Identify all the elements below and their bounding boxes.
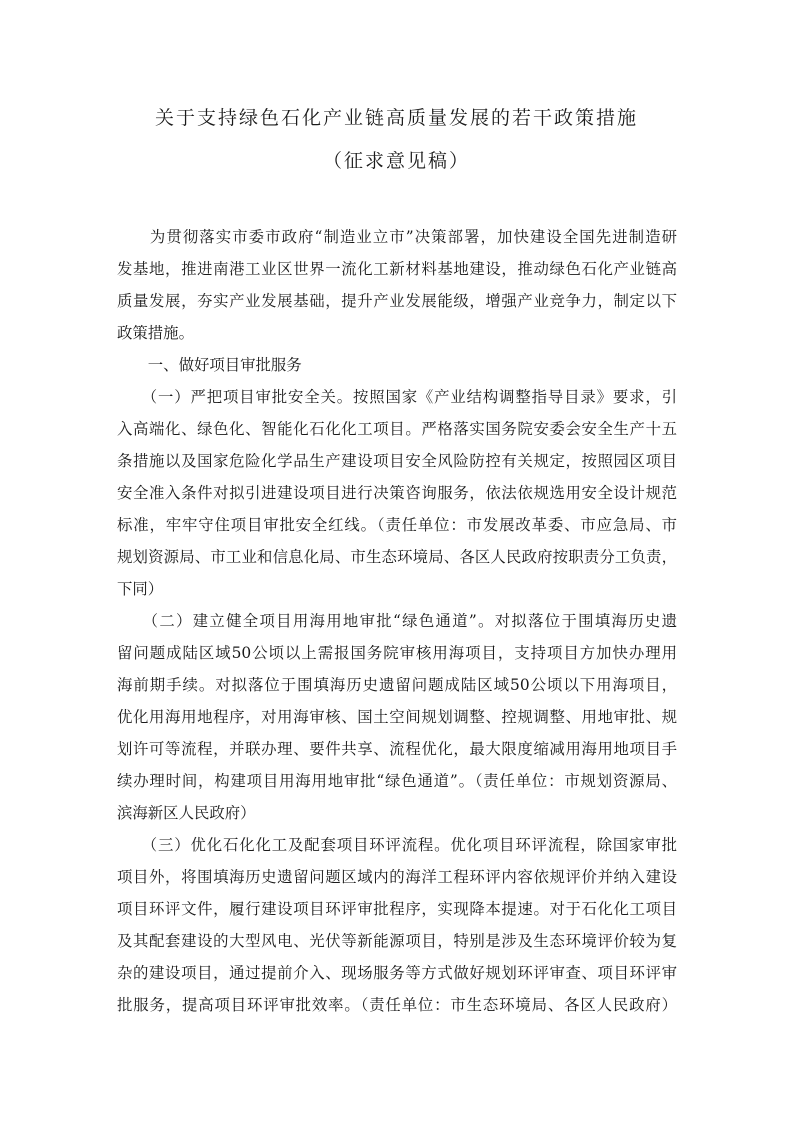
paragraph-line: 批服务，提高项目环评审批效率。（责任单位：市生态环境局、各区人民政府） <box>117 996 677 1014</box>
paragraph-line: 海前期手续。对拟落位于围填海历史遗留问题成陆区域50公顷以下用海项目， <box>117 676 677 694</box>
paragraph-line: （二）建立健全项目用海用地审批“绿色通道”。对拟落位于围填海历史遗 <box>117 612 677 630</box>
paragraph-line: 条措施以及国家危险化学品生产建设项目安全风险防控有关规定，按照园区项目 <box>117 452 677 470</box>
paragraph-line: 标准，牢牢守住项目审批安全红线。（责任单位：市发展改革委、市应急局、市 <box>117 516 677 534</box>
paragraph-line: 及其配套建设的大型风电、光伏等新能源项目，特别是涉及生态环境评价较为复 <box>117 932 677 950</box>
section-heading: 一、做好项目审批服务 <box>117 356 302 374</box>
paragraph-line: 续办理时间，构建项目用海用地审批“绿色通道”。（责任单位：市规划资源局、 <box>117 772 677 790</box>
paragraph-line: 安全准入条件对拟引进建设项目进行决策咨询服务，依法依规选用安全设计规范 <box>117 484 677 502</box>
paragraph-line: 政策措施。 <box>117 324 194 342</box>
document-subtitle: （征求意见稿） <box>322 150 470 172</box>
paragraph-line: 留问题成陆区域50公顷以上需报国务院审核用海项目，支持项目方加快办理用 <box>117 644 677 662</box>
paragraph-line: 规划资源局、市工业和信息化局、市生态环境局、各区人民政府按职责分工负责， <box>117 548 677 566</box>
paragraph-line: （一）严把项目审批安全关。按照国家《产业结构调整指导目录》要求，引 <box>117 388 677 406</box>
paragraph-line: 滨海新区人民政府） <box>117 804 256 822</box>
paragraph-line: 优化用海用地程序，对用海审核、国土空间规划调整、控规调整、用地审批、规 <box>117 708 677 726</box>
paragraph-line: 入高端化、绿色化、智能化石化化工项目。严格落实国务院安委会安全生产十五 <box>117 420 677 438</box>
paragraph-line: 划许可等流程，并联办理、要件共享、流程优化，最大限度缩减用海用地项目手 <box>117 740 677 758</box>
paragraph-line: 发基地，推进南港工业区世界一流化工新材料基地建设，推动绿色石化产业链高 <box>117 260 677 278</box>
document-title: 关于支持绿色石化产业链高质量发展的若干政策措施 <box>154 107 638 129</box>
paragraph-line: 项目外，将围填海历史遗留问题区域内的海洋工程环评内容依规评价并纳入建设 <box>117 868 677 886</box>
paragraph-line: 下同） <box>117 580 164 598</box>
paragraph-line: 为贯彻落实市委市政府“制造业立市”决策部署，加快建设全国先进制造研 <box>117 228 677 246</box>
paragraph-line: 项目环评文件，履行建设项目环评审批程序，实现降本提速。对于石化化工项目 <box>117 900 677 918</box>
paragraph-line: 质量发展，夯实产业发展基础，提升产业发展能级，增强产业竞争力，制定以下 <box>117 292 677 310</box>
paragraph-line: 杂的建设项目，通过提前介入、现场服务等方式做好规划环评审查、项目环评审 <box>117 964 677 982</box>
paragraph-line: （三）优化石化化工及配套项目环评流程。优化项目环评流程，除国家审批 <box>117 836 677 854</box>
